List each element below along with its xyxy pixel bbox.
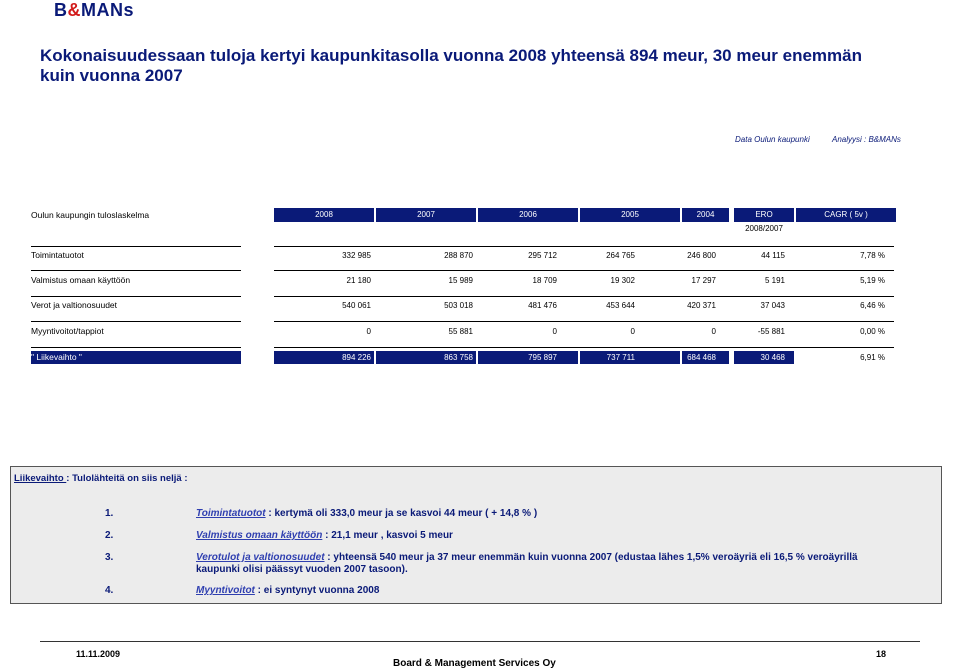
row-divider xyxy=(274,246,894,247)
table-cell: 6,91 % xyxy=(860,353,885,362)
table-cell: 0,00 % xyxy=(860,327,885,336)
table-cell: 7,78 % xyxy=(860,251,885,260)
table-cell: 5,19 % xyxy=(860,276,885,285)
footer-divider xyxy=(40,641,920,642)
table-cell: 503 018 xyxy=(444,301,473,310)
page-number: 18 xyxy=(876,649,887,659)
table-cell: 15 989 xyxy=(448,276,473,285)
footer-company: Board & Management Services Oy xyxy=(393,658,556,669)
column-header-2008: 2008 xyxy=(274,208,374,222)
item-number: 4. xyxy=(105,585,114,596)
table-cell: 6,46 % xyxy=(860,301,885,310)
summary-item: Valmistus omaan käyttöön : 21,1 meur , kasvoi 5 meur xyxy=(196,530,453,541)
row-divider xyxy=(31,270,241,271)
table-cell: 295 712 xyxy=(528,251,557,260)
table-cell: 894 226 xyxy=(342,353,371,362)
row-label-liikevaihto: " Liikevaihto " xyxy=(31,352,82,362)
table-cell: 684 468 xyxy=(687,353,716,362)
table-cell: 246 800 xyxy=(687,251,716,260)
item-link-toimintatuotot[interactable]: Toimintatuotot xyxy=(196,508,266,519)
table-cell: 288 870 xyxy=(444,251,473,260)
company-logo: B&MANs xyxy=(54,0,135,20)
table-cell: -55 881 xyxy=(757,327,785,336)
item-number: 2. xyxy=(105,530,114,541)
table-cell: 737 711 xyxy=(606,353,635,362)
table-cell: 55 881 xyxy=(448,327,473,336)
table-cell: 264 765 xyxy=(606,251,635,260)
column-header-2004: 2004 xyxy=(682,208,729,222)
table-title: Oulun kaupungin tuloslaskelma xyxy=(31,210,150,220)
summary-title: Liikevaihto : Tulolähteitä on siis neljä : xyxy=(14,473,188,484)
item-link-verotulot[interactable]: Verotulot ja valtionosuudet xyxy=(196,552,325,563)
row-label-myyntivoitot: Myyntivoitot/tappiot xyxy=(31,326,104,336)
row-divider xyxy=(31,347,241,348)
table-cell: 17 297 xyxy=(691,276,716,285)
page-title: Kokonaisuudessaan tuloja kertyi kaupunkitasolla vuonna 2008 yhteensä 894 meur, 30 meur enemmän kuin vuonna 2007 xyxy=(40,46,862,85)
column-header-2006: 2006 xyxy=(478,208,578,222)
table-cell: 863 758 xyxy=(444,353,473,362)
row-label-toimintatuotot: Toimintatuotot xyxy=(31,250,84,260)
table-cell: 420 371 xyxy=(687,301,716,310)
row-divider xyxy=(274,321,894,322)
table-cell: 30 468 xyxy=(760,353,785,362)
row-divider xyxy=(274,347,894,348)
analysis-source: Analyysi : B&MANs xyxy=(832,135,901,144)
table-cell: 481 476 xyxy=(528,301,557,310)
row-label-valmistus: Valmistus omaan käyttöön xyxy=(31,275,131,285)
table-cell: 540 061 xyxy=(342,301,371,310)
table-cell: 0 xyxy=(552,327,557,336)
table-cell: 44 115 xyxy=(761,251,785,260)
table-cell: 37 043 xyxy=(760,301,785,310)
table-cell: 0 xyxy=(630,327,635,336)
summary-item: Toimintatuotot : kertymä oli 333,0 meur ja se kasvoi 44 meur ( + 14,8 % ) xyxy=(196,508,538,519)
data-source: Data Oulun kaupunki xyxy=(735,135,810,144)
item-link-valmistus[interactable]: Valmistus omaan käyttöön xyxy=(196,530,323,541)
column-header-cagr: CAGR ( 5v ) xyxy=(796,208,896,222)
table-cell: 18 709 xyxy=(532,276,557,285)
table-cell: 0 xyxy=(711,327,716,336)
table-cell: 795 897 xyxy=(528,353,557,362)
ero-subheader: 2008/2007 xyxy=(745,224,783,233)
row-divider xyxy=(31,321,241,322)
item-number: 1. xyxy=(105,508,114,519)
table-cell: 19 302 xyxy=(610,276,635,285)
table-cell: 0 xyxy=(366,327,371,336)
footer-date: 11.11.2009 xyxy=(76,649,121,659)
table-cell: 5 191 xyxy=(764,276,785,285)
summary-item: Myyntivoitot : ei syntynyt vuonna 2008 xyxy=(196,585,380,596)
table-cell: 453 644 xyxy=(606,301,635,310)
table-cell: 21 180 xyxy=(346,276,371,285)
column-header-ero: ERO xyxy=(734,208,794,222)
row-divider xyxy=(274,296,894,297)
column-header-2005: 2005 xyxy=(580,208,680,222)
table-cell: 332 985 xyxy=(342,251,371,260)
item-link-myyntivoitot[interactable]: Myyntivoitot xyxy=(196,585,255,596)
column-header-2007: 2007 xyxy=(376,208,476,222)
summary-item: Verotulot ja valtionosuudet : yhteensä 540 meur ja 37 meur enemmän kuin vuonna 2007 (edustaa lähes 1,5% veroäyriä eli 16,5 % veroäyrillä kaupunki olisi päässyt vuoden 2007 tasoon). xyxy=(196,552,858,575)
liikevaihto-link[interactable]: Liikevaihto xyxy=(14,473,67,484)
row-divider xyxy=(31,246,241,247)
item-number: 3. xyxy=(105,552,114,563)
row-divider xyxy=(31,296,241,297)
row-divider xyxy=(274,270,894,271)
row-label-verot: Verot ja valtionosuudet xyxy=(31,300,118,310)
